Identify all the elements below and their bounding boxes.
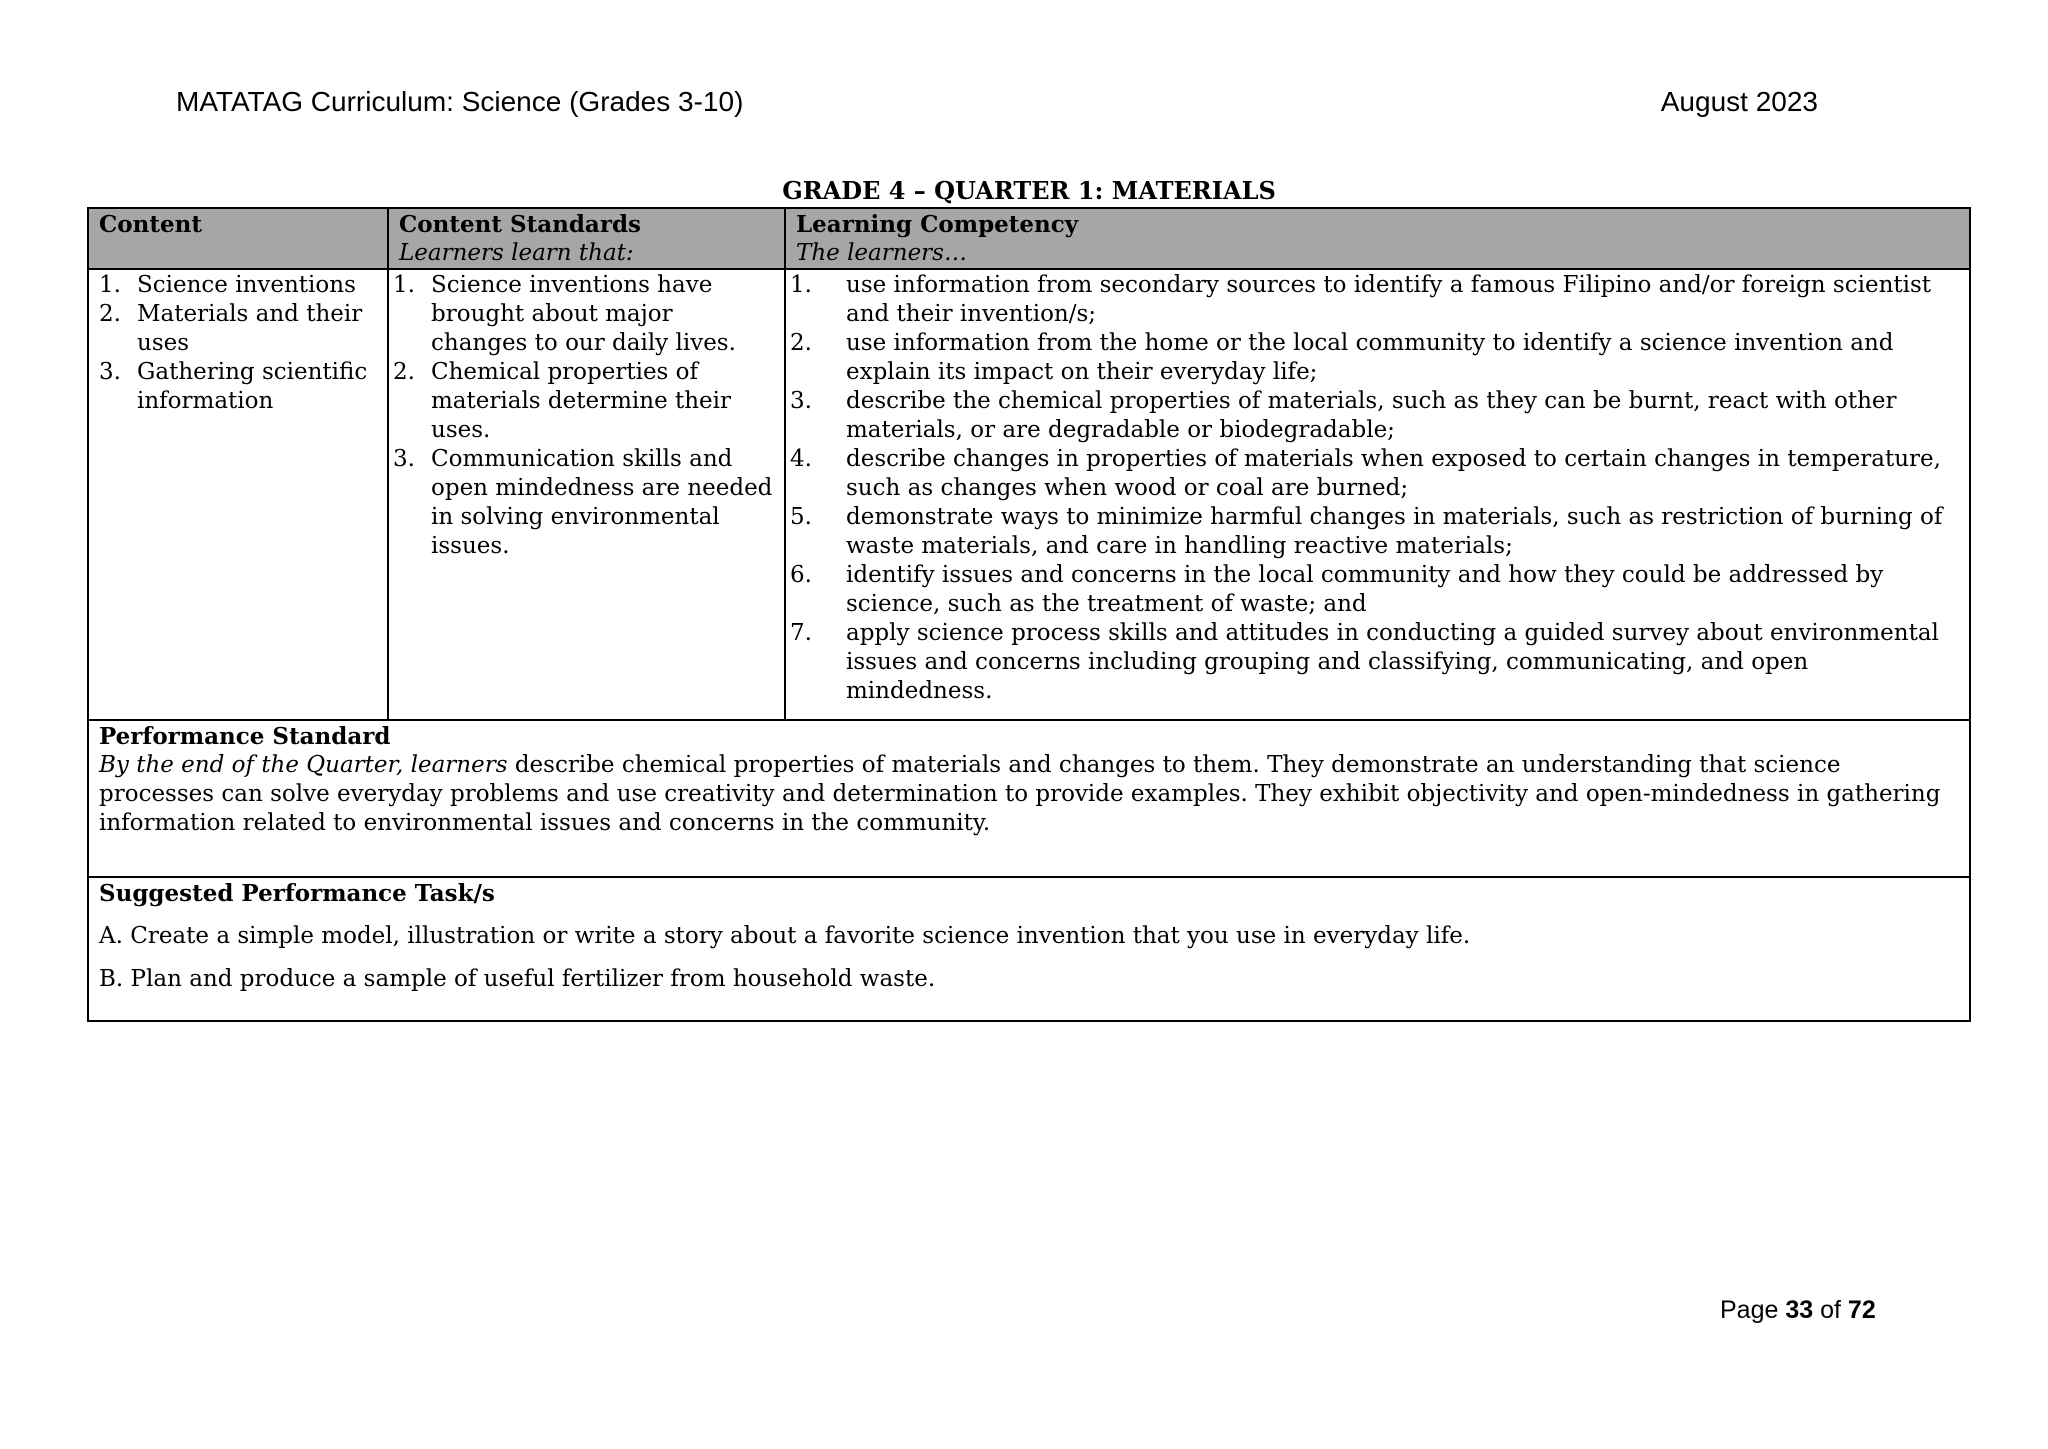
list-item xyxy=(790,561,1959,619)
page-of-label: of xyxy=(1820,1296,1841,1324)
performance-task-item: A. Create a simple model, illustration or write a story about a favorite science invention that you use in everyday life. xyxy=(99,923,1471,949)
page-number xyxy=(1720,1296,1876,1325)
curriculum-table xyxy=(87,207,1971,1022)
list-number: 1. xyxy=(790,272,812,298)
header-competency-subtitle: The learners… xyxy=(796,240,967,266)
list-text: use information from the home or the local community to identify a science invention and explain its impact on their everyday life; xyxy=(846,330,1894,385)
performance-tasks-cell xyxy=(88,877,1970,1021)
standards-list xyxy=(393,271,774,561)
list-text: describe the chemical properties of materials, such as they can be burnt, react with other materials, or are degradable or biodegradable; xyxy=(846,388,1897,443)
header-standards-subtitle: Learners learn that: xyxy=(399,240,634,266)
page-header xyxy=(176,86,1818,126)
header-content xyxy=(88,208,388,269)
list-number: 7. xyxy=(790,620,812,646)
table-body-row xyxy=(88,269,1970,720)
list-item xyxy=(790,271,1959,329)
list-text: Chemical properties of materials determine their uses. xyxy=(431,359,732,443)
list-number: 1. xyxy=(393,272,415,298)
list-item xyxy=(393,271,774,358)
list-number: 2. xyxy=(790,330,812,356)
document-title: MATATAG Curriculum: Science (Grades 3-10) xyxy=(176,86,744,117)
list-text: identify issues and concerns in the local community and how they could be addressed by science, such as the treatment of waste; and xyxy=(846,562,1884,617)
list-text: use information from secondary sources to identify a famous Filipino and/or foreign scientist and their invention/s; xyxy=(846,272,1932,327)
list-text: Gathering scientific information xyxy=(137,359,368,414)
header-learning-competency xyxy=(785,208,1970,269)
page-total: 72 xyxy=(1847,1296,1876,1324)
list-number: 2. xyxy=(99,301,121,327)
header-content-title: Content xyxy=(99,211,202,238)
table-title: GRADE 4 – QUARTER 1: MATERIALS xyxy=(782,176,1276,205)
header-content-standards xyxy=(388,208,785,269)
table-header-row xyxy=(88,208,1970,269)
performance-standard-cell xyxy=(88,720,1970,877)
competency-list xyxy=(790,271,1959,706)
list-item xyxy=(393,358,774,445)
page-label: Page xyxy=(1720,1296,1779,1324)
list-item xyxy=(790,387,1959,445)
list-number: 3. xyxy=(99,359,121,385)
performance-standard-text xyxy=(99,751,1959,838)
content-list xyxy=(99,271,377,416)
list-text: Science inventions have brought about major changes to our daily lives. xyxy=(431,272,736,356)
learning-competency-cell xyxy=(785,269,1970,720)
content-standards-cell xyxy=(388,269,785,720)
performance-standard-body: describe chemical properties of materials and changes to them. They demonstrate an understanding that science processes can solve everyday problems and use creativity and determination to provide examples. They exhibit objectivity and open-mindedness in gathering information related to environmental issues and concerns in the community. xyxy=(99,752,1941,836)
document-date: August 2023 xyxy=(1660,86,1818,117)
list-number: 2. xyxy=(393,359,415,385)
performance-standard-title: Performance Standard xyxy=(99,723,391,750)
performance-standard-lead: By the end of the Quarter, learners xyxy=(99,752,508,778)
list-text: demonstrate ways to minimize harmful changes in materials, such as restriction of burning of waste materials, and care in handling reactive materials; xyxy=(846,504,1943,559)
list-number: 3. xyxy=(790,388,812,414)
header-standards-title: Content Standards xyxy=(399,211,641,238)
performance-tasks-title: Suggested Performance Task/s xyxy=(99,880,495,907)
list-item xyxy=(790,503,1959,561)
list-number: 4. xyxy=(790,446,812,472)
list-number: 1. xyxy=(99,272,121,298)
list-item xyxy=(99,271,377,300)
performance-tasks-row xyxy=(88,877,1970,1021)
list-text: apply science process skills and attitudes in conducting a guided survey about environmental issues and concerns including grouping and classifying, communicating, and open mindedness. xyxy=(846,620,1939,704)
list-item xyxy=(99,300,377,358)
performance-standard-row xyxy=(88,720,1970,877)
content-cell xyxy=(88,269,388,720)
list-item xyxy=(393,445,774,561)
list-text: Materials and their uses xyxy=(137,301,363,356)
list-item xyxy=(790,329,1959,387)
header-competency-title: Learning Competency xyxy=(796,211,1079,238)
list-number: 5. xyxy=(790,504,812,530)
list-item xyxy=(790,445,1959,503)
list-number: 6. xyxy=(790,562,812,588)
performance-task-item: B. Plan and produce a sample of useful fertilizer from household waste. xyxy=(99,966,936,992)
list-text: Communication skills and open mindedness are needed in solving environmental issues. xyxy=(431,446,773,559)
list-item xyxy=(99,358,377,416)
list-text: Science inventions xyxy=(137,272,356,298)
list-number: 3. xyxy=(393,446,415,472)
list-text: describe changes in properties of materials when exposed to certain changes in temperature, such as changes when wood or coal are burned; xyxy=(846,446,1941,501)
page-current: 33 xyxy=(1785,1296,1814,1324)
list-item xyxy=(790,619,1959,706)
